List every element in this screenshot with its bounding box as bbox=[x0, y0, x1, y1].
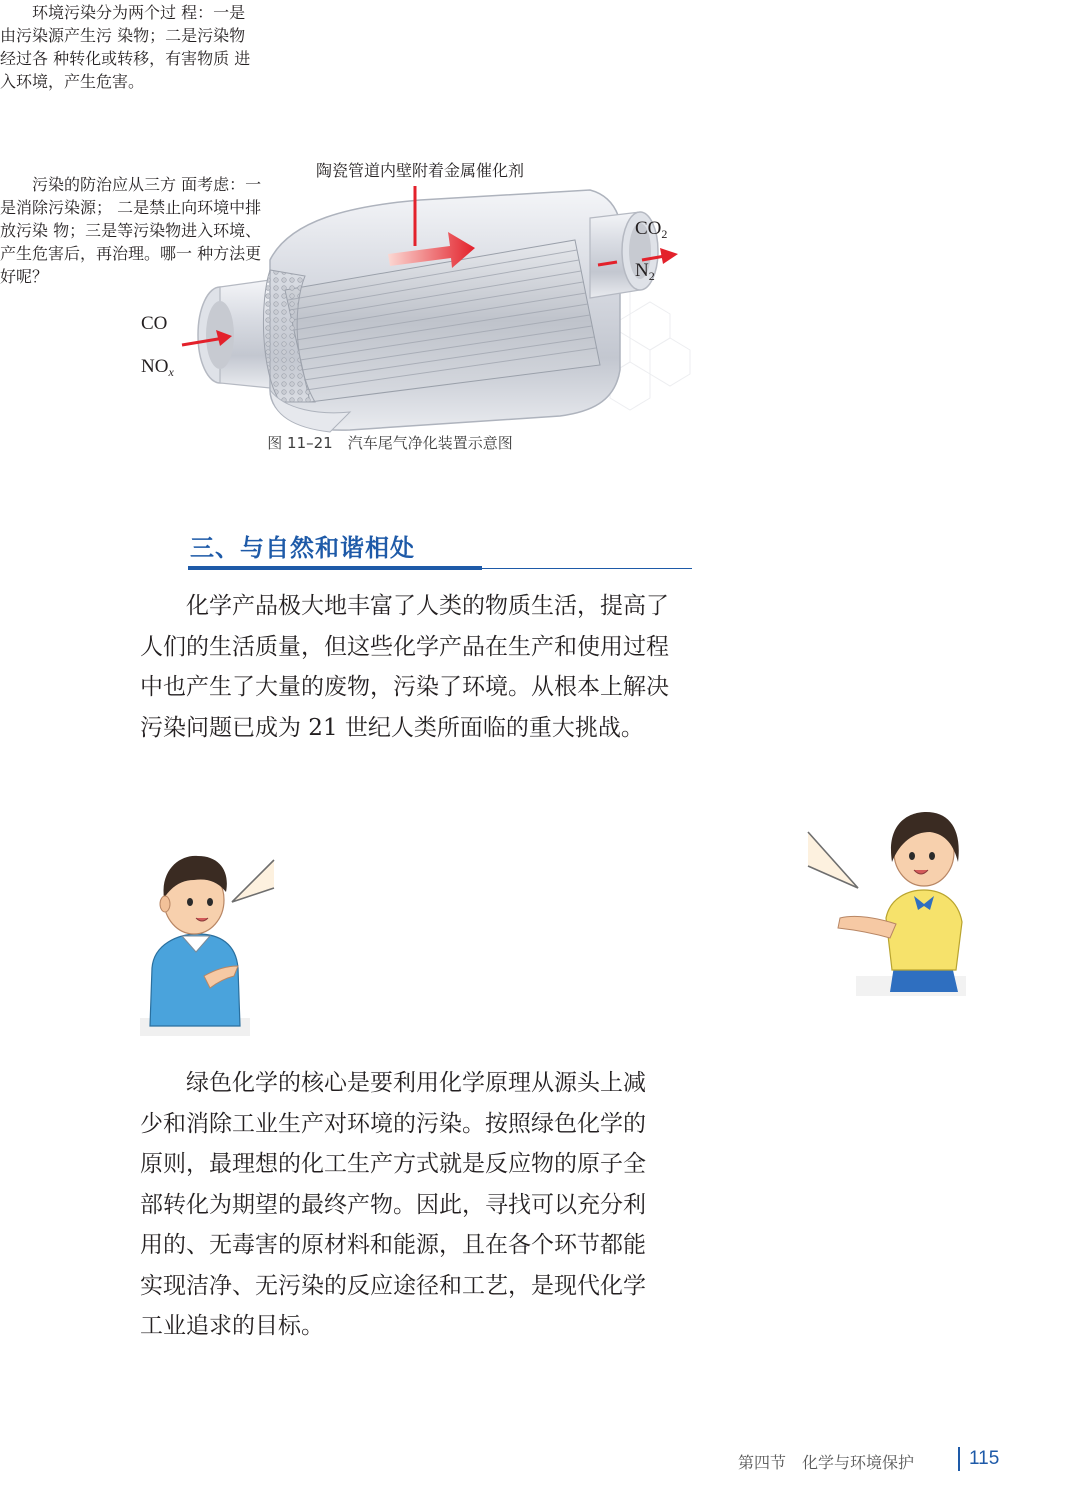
footer-section-title: 第四节 化学与环境保护 bbox=[738, 1453, 915, 1472]
bubble-line: 二是禁止向环境中排放污染 bbox=[0, 198, 262, 240]
paragraph-line: 原则，最理想的化工生产方式就是反应物的原子全 bbox=[140, 1151, 646, 1177]
bubble-line: 物；三是等污染物进入环境、 bbox=[53, 221, 262, 240]
input-gas-nox-label: $NO_x$ bbox=[141, 356, 174, 379]
paragraph-line: 绿色化学的核心是要利用化学原理从源头上减 bbox=[186, 1070, 646, 1096]
bubble-line: 染物；二是污染物经过各 bbox=[0, 26, 246, 68]
boy-bubble-tail bbox=[230, 858, 276, 908]
paragraph-line: 部转化为期望的最终产物。因此，寻找可以充分利 bbox=[140, 1191, 646, 1218]
section-heading: 三、与自然和谐相处 bbox=[190, 534, 415, 562]
bubble-line: 进入环境，产生危害。 bbox=[0, 49, 251, 91]
bubble-line: 产生危害后，再治理。哪一 bbox=[0, 244, 193, 263]
figure-caption: 图 11–21 汽车尾气净化装置示意图 bbox=[267, 434, 513, 452]
bubble-line: 污染的防治应从三方 bbox=[0, 175, 177, 194]
figure-callout-label: 陶瓷管道内壁附着金属催化剂 bbox=[315, 161, 524, 180]
page-number: 115 bbox=[969, 1448, 1000, 1469]
paragraph-line: 人们的生活质量，但这些化学产品在生产和使用过程 bbox=[140, 633, 669, 660]
footer-divider bbox=[958, 1447, 960, 1471]
paragraph-line: 中也产生了大量的废物，污染了环境。从根本上解决 bbox=[140, 674, 669, 700]
input-gas-co-label: CO bbox=[141, 313, 168, 334]
output-gas-co2-label: $CO_2$ bbox=[635, 218, 668, 241]
paragraph-line: 工业追求的目标。 bbox=[140, 1313, 324, 1339]
paragraph-line: 少和消除工业生产对环境的污染。按照绿色化学的 bbox=[140, 1110, 646, 1137]
paragraph-line: 实现洁净、无污染的反应途径和工艺，是现代化学 bbox=[140, 1272, 646, 1299]
paragraph-line: 化学产品极大地丰富了人类的物质生活，提高了 bbox=[186, 593, 669, 619]
body-paragraph-2 bbox=[140, 1063, 692, 1347]
girl-figure bbox=[826, 806, 976, 996]
girl-illustration bbox=[826, 806, 976, 996]
paragraph-line: 污染问题已成为 21 世纪人类所面临的重大挑战。 bbox=[140, 714, 644, 741]
bubble-line: 种转化或转移，有害物质 bbox=[53, 49, 230, 68]
heading-underline-thin bbox=[482, 568, 692, 569]
bubble-line: 环境污染分为两个过 bbox=[0, 3, 177, 22]
catalytic-converter-figure bbox=[120, 140, 720, 470]
catalytic-converter-illustration bbox=[120, 140, 720, 470]
heading-underline-thick bbox=[188, 566, 482, 570]
paragraph-line: 用的、无毒害的原材料和能源，且在各个环节都能 bbox=[140, 1232, 646, 1258]
bubble-line: 程：一是由污染源产生污 bbox=[0, 3, 246, 45]
output-gas-n2-label: $N_2$ bbox=[635, 260, 655, 283]
bubble-line: 面考虑：一是消除污染源； bbox=[0, 175, 262, 217]
body-paragraph-1 bbox=[140, 586, 692, 748]
bubble-line: 种方法更好呢？ bbox=[0, 244, 262, 286]
